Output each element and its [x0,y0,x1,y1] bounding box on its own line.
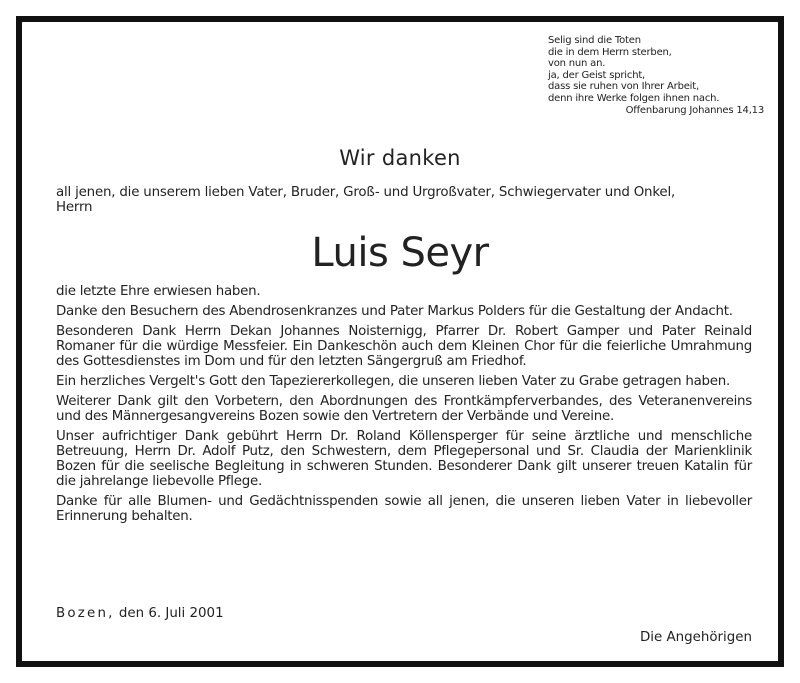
verse-line: denn ihre Werke folgen ihnen nach. [548,92,720,104]
bible-verse [548,35,768,116]
paragraph: Besonderen Dank Herrn Dekan Johannes Noisternigg, Pfarrer Dr. Robert Gamper und Pater Reinald Romaner für die würdige Messfeier. Ein Dankeschön auch dem Kleinen Chor für die feierliche Umrahmung des Gottesdienstes im Dom und für den letzten Sängergruß am Friedhof. [56,323,752,369]
verse-line: ja, der Geist spricht, [548,69,646,81]
paragraph: Danke den Besuchern des Abendrosenkranzes und Pater Markus Polders für die Gestaltung der Andacht. [56,303,733,319]
paragraph: Weiterer Dank gilt den Vorbetern, den Abordnungen des Frontkämpferverbandes, des Veteranenvereins und des Männergesangvereins Bozen sowie den Vertretern der Verbände und Vereine. [56,393,752,424]
dateline [56,606,224,621]
acknowledgements [56,284,752,529]
signature: Die Angehörigen [639,630,752,645]
paragraph: Ein herzliches Vergelt's Gott den Tapeziererkollegen, die unseren lieben Vater zu Grabe getragen haben. [56,373,731,389]
verse-reference: Offenbarung Johannes 14,13 [625,104,764,116]
verse-line: von nun an. [548,58,606,70]
intro-herrn: Herrn [56,200,93,215]
paragraph: die letzte Ehre erwiesen haben. [56,284,261,299]
heading: Wir danken [339,146,461,170]
obituary-notice [16,16,784,667]
verse-line: Selig sind die Toten [548,35,641,46]
paragraph: Unser aufrichtiger Dank gebührt Herrn Dr. Roland Köllensperger für seine ärztliche und menschliche Betreuung, Herrn Dr. Adolf Putz, den Schwestern, dem Pflegepersonal und Sr. Claudia der Marienklinik Bozen für die seelische Begleitung in schweren Stunden. Besonderer Dank gilt unserer treuen Katalin für die jahrelange liebevolle Pflege. [56,428,752,490]
deceased-name: Luis Seyr [311,230,489,276]
dateline-date: den 6. Juli 2001 [118,606,224,621]
verse-line: dass sie ruhen von Ihrer Arbeit, [548,81,699,93]
intro-line: all jenen, die unserem lieben Vater, Bruder, Groß- und Urgroßvater, Schwiegervater und Onkel, [56,185,676,200]
verse-line: die in dem Herrn sterben, [548,46,672,58]
intro-text [56,185,752,215]
dateline-place: Bozen, [56,606,115,621]
paragraph: Danke für alle Blumen- und Gedächtnisspenden sowie all jenen, die unseren lieben Vater in liebevoller Erinnerung behalten. [56,494,752,525]
